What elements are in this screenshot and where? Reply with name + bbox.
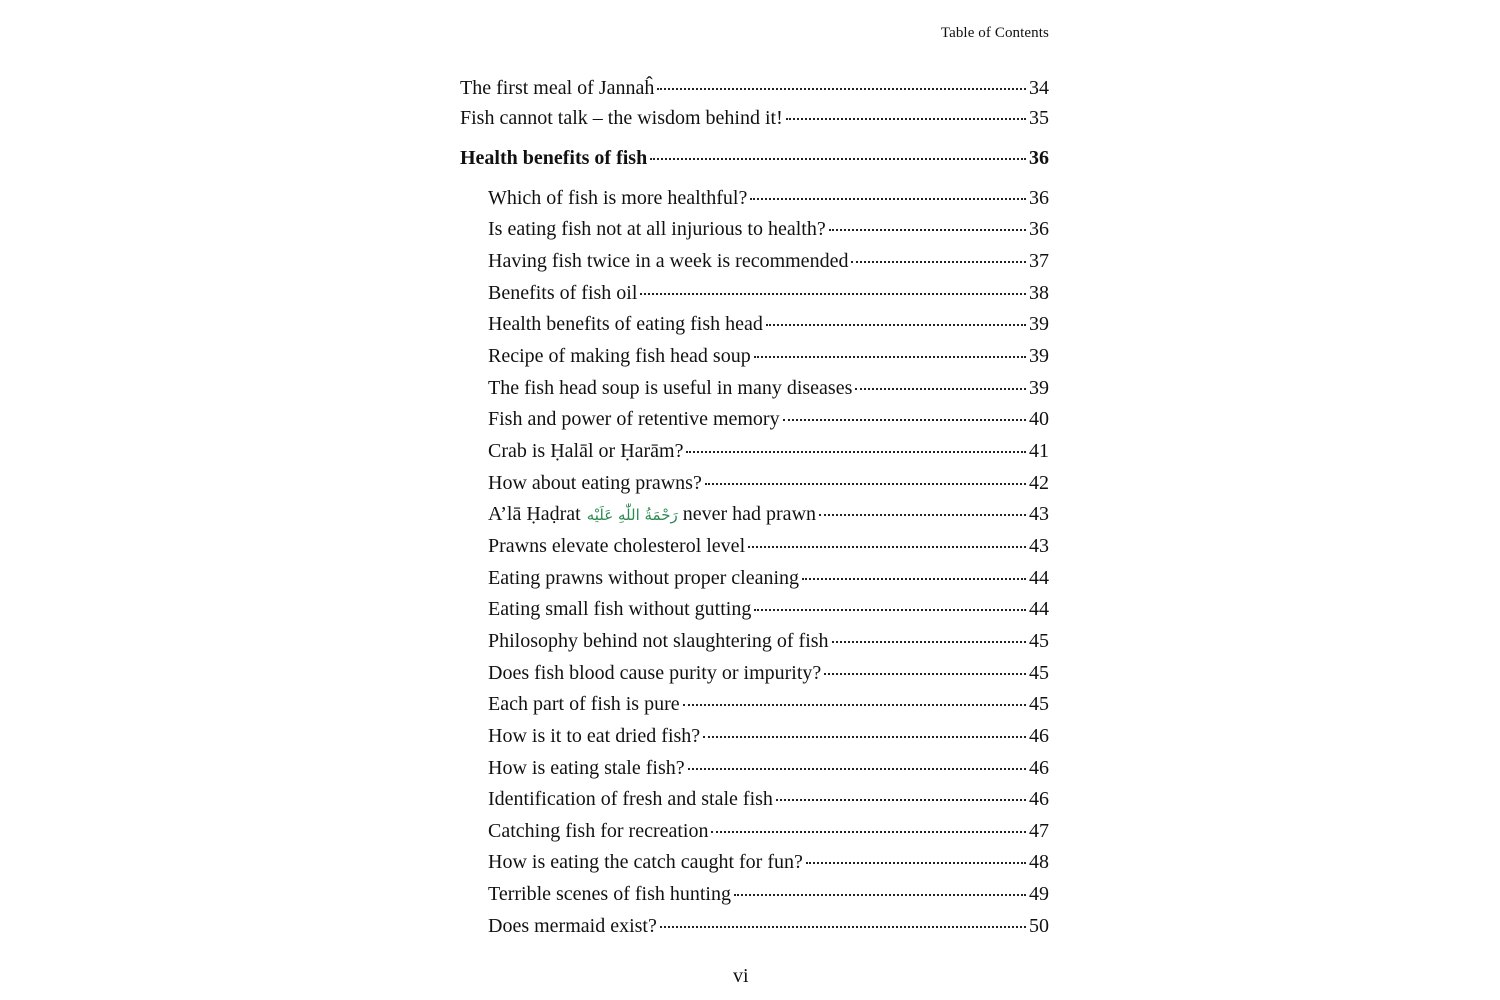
dot-leader [657, 88, 1026, 90]
toc-entry-title: Does fish blood cause purity or impurity? [488, 662, 822, 684]
toc-entry-page: 39 [1029, 345, 1049, 367]
toc-entry-page: 47 [1029, 820, 1049, 842]
toc-entry [488, 344, 1049, 368]
toc-entry-page: 45 [1029, 662, 1049, 684]
toc-entry-page: 49 [1029, 883, 1049, 905]
toc-entry-title [488, 502, 816, 527]
toc-entry-page: 46 [1029, 757, 1049, 779]
toc-entry [488, 787, 1049, 811]
toc-entry [488, 629, 1049, 653]
dot-leader [748, 546, 1026, 548]
toc-entry-page: 42 [1029, 472, 1049, 494]
toc-entry-page: 39 [1029, 377, 1049, 399]
toc-entry-page: 50 [1029, 915, 1049, 937]
toc-section-heading [460, 146, 1049, 170]
toc-entry [488, 819, 1049, 843]
toc-entry-page: 44 [1029, 567, 1049, 589]
toc-entry-page: 45 [1029, 693, 1049, 715]
dot-leader [819, 514, 1026, 516]
toc-entry [488, 850, 1049, 874]
toc-entry [488, 566, 1049, 590]
toc-entry-title: Health benefits of eating fish head [488, 313, 763, 335]
toc-entry-page: 45 [1029, 630, 1049, 652]
honorific-arabic: رَحْمَةُ اللّٰهِ عَلَيْه [586, 506, 678, 524]
toc-entry [488, 439, 1049, 463]
toc-entry-page: 37 [1029, 250, 1049, 272]
toc-entry-title: Prawns elevate cholesterol level [488, 535, 746, 557]
toc-entry [488, 756, 1049, 780]
toc-entry [488, 534, 1049, 558]
page-folio: vi [733, 965, 749, 987]
dot-leader [660, 926, 1026, 928]
toc-entry-page: 34 [1029, 77, 1049, 99]
toc-entry-page: 35 [1029, 107, 1049, 129]
toc-entry-title-end: never had prawn [682, 503, 817, 525]
toc-entry [488, 471, 1049, 495]
toc-entry-title: The fish head soup is useful in many diseases [488, 377, 853, 399]
toc-entry [488, 882, 1049, 906]
toc-entry [488, 724, 1049, 748]
toc-entry-title: Each part of fish is pure [488, 693, 680, 715]
toc-entry-page: 36 [1029, 187, 1049, 209]
toc-entry-page: 48 [1029, 851, 1049, 873]
toc-entry [488, 502, 1049, 527]
dot-leader [640, 293, 1026, 295]
toc-entry [488, 376, 1049, 400]
toc-entry-page: 38 [1029, 282, 1049, 304]
toc-entry [488, 914, 1049, 938]
dot-leader [688, 768, 1026, 770]
dot-leader [711, 831, 1026, 833]
toc-entry-title: Crab is Ḥalāl or Ḥarām? [488, 440, 684, 462]
dot-leader [686, 451, 1026, 453]
toc-entry-page: 40 [1029, 408, 1049, 430]
dot-leader [754, 356, 1026, 358]
toc-entry-title: Fish and power of retentive memory [488, 408, 780, 430]
dot-leader [783, 419, 1026, 421]
toc-entry-title: Recipe of making fish head soup [488, 345, 751, 367]
toc-entry-title: How is eating stale fish? [488, 757, 685, 779]
toc-entry-page: 43 [1029, 535, 1049, 557]
toc-entry-page: 39 [1029, 313, 1049, 335]
toc-entry-title: Identification of fresh and stale fish [488, 788, 773, 810]
toc-entry-title: The first meal of Jannaĥ [460, 77, 655, 99]
toc-entry-title: Fish cannot talk – the wisdom behind it! [460, 107, 783, 129]
dot-leader [776, 799, 1026, 801]
dot-leader [734, 894, 1026, 896]
toc-entry [488, 692, 1049, 716]
toc-entry-title: Is eating fish not at all injurious to health? [488, 218, 826, 240]
toc-entry-title: Catching fish for recreation [488, 820, 709, 842]
toc-entry-title: How is it to eat dried fish? [488, 725, 701, 747]
toc-entry-title: Health benefits of fish [460, 147, 648, 169]
dot-leader [851, 261, 1026, 263]
toc-entry-page: 41 [1029, 440, 1049, 462]
toc-entry-page: 46 [1029, 725, 1049, 747]
toc-entry [488, 249, 1049, 273]
toc-entry [488, 312, 1049, 336]
dot-leader [703, 736, 1026, 738]
dot-leader [806, 862, 1026, 864]
toc-entry-title: Benefits of fish oil [488, 282, 638, 304]
toc-entry-title: How is eating the catch caught for fun? [488, 851, 803, 873]
dot-leader [683, 704, 1026, 706]
toc-entry [488, 597, 1049, 621]
toc-entry [460, 106, 1049, 130]
toc-entry-title: Eating small fish without gutting [488, 598, 752, 620]
dot-leader [705, 483, 1026, 485]
toc-entry-page: 36 [1029, 218, 1049, 240]
dot-leader [802, 578, 1026, 580]
dot-leader [650, 158, 1026, 160]
toc-entry [488, 407, 1049, 431]
toc-entry [460, 76, 1049, 100]
dot-leader [750, 198, 1026, 200]
dot-leader [832, 641, 1026, 643]
toc-entry [488, 217, 1049, 241]
dot-leader [829, 229, 1026, 231]
toc-entry [488, 186, 1049, 210]
toc-entry-page: 44 [1029, 598, 1049, 620]
toc-entry-title: Eating prawns without proper cleaning [488, 567, 800, 589]
dot-leader [855, 388, 1026, 390]
toc-entry-page: 46 [1029, 788, 1049, 810]
toc-entry-title: Which of fish is more healthful? [488, 187, 748, 209]
toc-entry-title: How about eating prawns? [488, 472, 702, 494]
running-header: Table of Contents [940, 25, 1049, 41]
toc-entry-title: Philosophy behind not slaughtering of fish [488, 630, 829, 652]
toc-entry-title-start: A’lā Ḥaḍrat [488, 503, 581, 525]
toc-entry-title: Terrible scenes of fish hunting [488, 883, 731, 905]
toc-entry [488, 281, 1049, 305]
toc-entry-page: 43 [1029, 503, 1049, 525]
dot-leader [786, 118, 1026, 120]
toc-entry-title: Does mermaid exist? [488, 915, 657, 937]
dot-leader [766, 324, 1026, 326]
toc-entry [488, 661, 1049, 685]
toc-entry-title: Having fish twice in a week is recommended [488, 250, 849, 272]
dot-leader [824, 673, 1026, 675]
dot-leader [754, 609, 1026, 611]
toc-entry-page: 36 [1029, 147, 1049, 169]
